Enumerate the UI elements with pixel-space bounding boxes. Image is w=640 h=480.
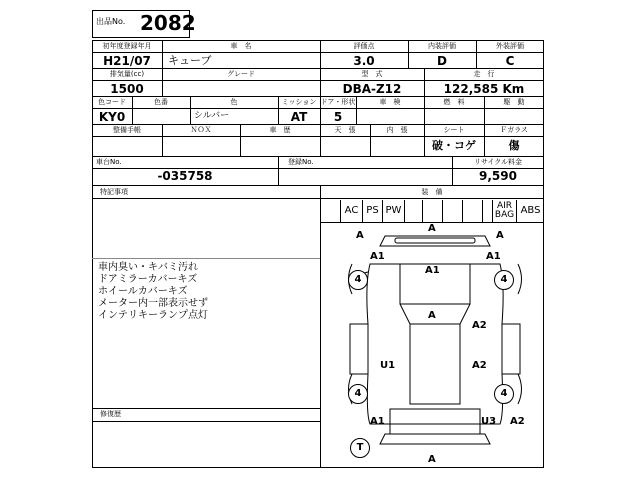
notes-line: ドアミラーカバーキズ [98,274,198,285]
mark-left-quarter: A1 [370,416,385,427]
wheel-rear-right: 4 [494,384,514,404]
mark-hood: A1 [425,265,440,276]
notes-list [98,262,318,322]
score-value: 3.0 [353,54,375,68]
notes-line: インテリキーランプ点灯 [98,310,208,321]
mark-front-right-corner: A [496,230,504,241]
displacement-label: 排気量(cc) [109,70,145,78]
seat-value: 破・コゲ [432,139,476,152]
equipment-ps: PS [362,200,382,222]
color-label: 色 [230,98,238,106]
trunk-tag: T [350,438,370,458]
first-registration-value: H21/07 [103,54,151,68]
car-name-label: 車 名 [230,42,252,50]
seat-label: シート [443,126,465,134]
first-registration-label: 初年度登録年月 [102,42,152,50]
equipment-slot [404,200,422,222]
color-number-label: 色番 [154,98,168,106]
color-code-label: 色コード [98,98,126,106]
mileage-value: 122,585 Km [443,82,525,96]
model-label: 型 式 [361,70,383,78]
wheel-rear-left: 4 [348,384,368,404]
score-label: 評価点 [353,42,375,50]
wheel-front-right: 4 [494,270,514,290]
front-glass-value: 傷 [508,139,520,152]
equipment-slot [442,200,462,222]
color-value: シルバー [194,111,230,121]
notes-line: メーター内一部表示せず [98,298,208,309]
mark-left-rear-door: U1 [380,360,396,371]
interior-grade-label: 内装評価 [428,42,456,50]
mark-left-fender: A1 [370,251,385,262]
recycle-fee-value: 9,590 [479,169,517,183]
lot-number: 2082 [140,11,196,35]
registration-label: 登録No. [288,158,314,166]
car-damage-diagram [330,224,540,464]
inspection-label: 車 検 [379,98,401,106]
mark-right-front-door: A2 [472,320,487,331]
front-glass-label: Ｆガラス [500,126,528,134]
doors-value: 5 [333,110,343,124]
chassis-label: 車台No. [96,158,122,166]
repair-history-label: 修復歴 [100,410,121,418]
trim-label: 内 張 [386,126,408,134]
mission-label: ミッション [281,98,317,106]
equipment-abs: ABS [516,200,544,222]
displacement-value: 1500 [110,82,144,96]
grade-label: グレード [227,70,255,78]
mark-right-quarter-a: A2 [510,416,525,427]
recycle-fee-label: リサイクル料金 [473,158,523,166]
lot-number-label: 出品No. [96,17,126,26]
interior-grade-value: D [437,54,447,68]
mileage-label: 走 行 [473,70,495,78]
mark-roof: A [428,310,436,321]
wheel-front-left: 4 [348,270,368,290]
mission-value: AT [290,110,308,124]
mark-right-fender: A1 [486,251,501,262]
notes-label: 特記事項 [100,188,128,196]
headliner-label: 天 張 [334,126,356,134]
equipment-slot [482,200,492,222]
equipment-airbag: AIR BAG [492,200,516,222]
mark-front-left-corner: A [356,230,364,241]
color-code-value: KY0 [98,110,126,124]
equipment-slot [422,200,442,222]
car-name-value: キューブ [168,54,212,67]
exterior-grade-label: 外装評価 [496,42,524,50]
equipment-slot [462,200,482,222]
chassis-value: -035758 [157,169,213,183]
equipment-ac: AC [340,200,362,222]
mark-rear-bumper: A [428,454,436,465]
fuel-label: 燃 料 [443,98,465,106]
doors-label: ドア・形状 [320,98,356,106]
mark-front-bumper: A [428,223,436,234]
notes-line: 車内臭い・キバミ汚れ [98,262,198,273]
service-book-label: 整備手帳 [113,126,141,134]
model-value: DBA-Z12 [342,82,402,96]
notes-line: ホイールカバーキズ [98,286,188,297]
history-label: 車 歴 [269,126,291,134]
nox-label: ＮＯＸ [190,126,212,134]
drive-label: 駆 動 [503,98,525,106]
mark-right-quarter-u: U3 [481,416,497,427]
exterior-grade-value: C [505,54,515,68]
equipment-label: 装 備 [421,188,443,196]
mark-right-rear-door: A2 [472,360,487,371]
equipment-pw: PW [382,200,404,222]
